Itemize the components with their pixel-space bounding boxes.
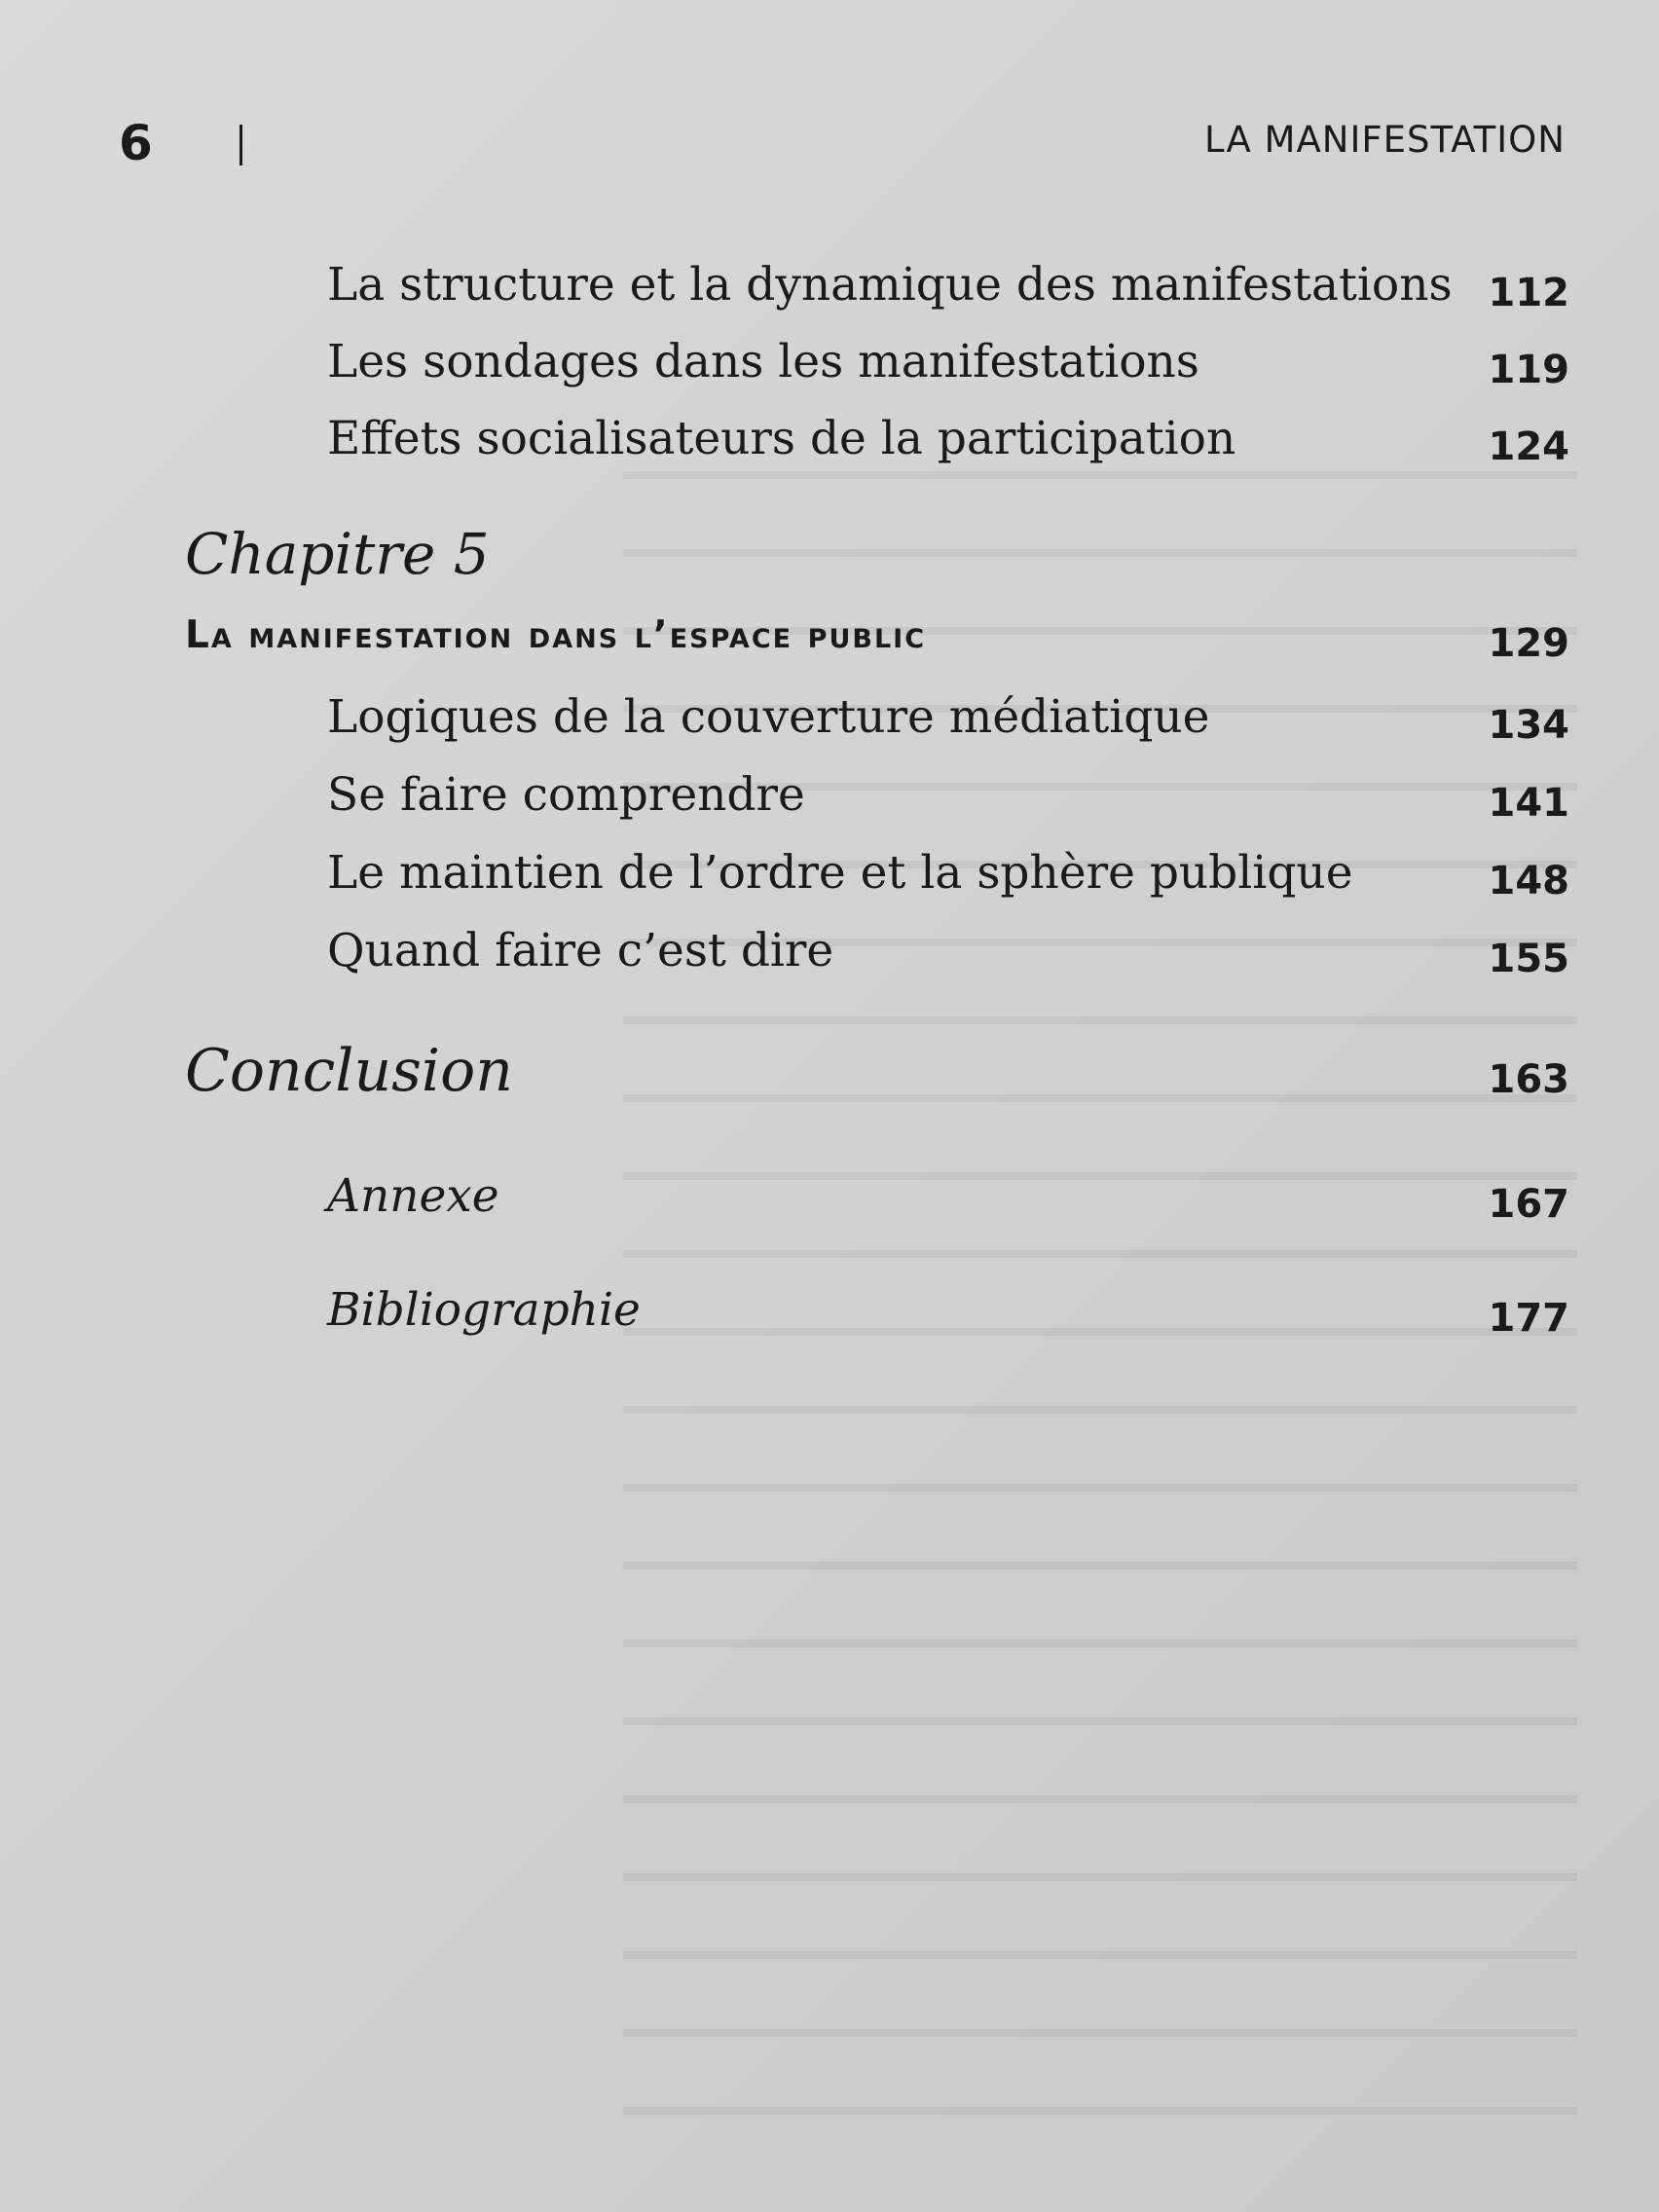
toc-entry-title: La structure et la dynamique des manifestations <box>327 258 1453 312</box>
toc-entry <box>0 744 1659 826</box>
toc-entry <box>0 234 1659 315</box>
toc-entry-title: Le maintien de l’ordre et la sphère publique <box>327 846 1353 900</box>
conclusion-title: Conclusion <box>185 1037 513 1105</box>
toc-entry <box>0 387 1659 469</box>
toc-entry <box>0 900 1659 981</box>
toc-entry-title: Logiques de la couverture médiatique <box>327 690 1210 744</box>
toc-entry-title: Quand faire c’est dire <box>327 924 834 977</box>
toc-entry-page: 134 <box>1488 703 1569 748</box>
header-divider <box>240 125 242 166</box>
toc-entry-title: Se faire comprendre <box>327 768 805 822</box>
toc-entry-title: Effets socialisateurs de la participation <box>327 412 1236 465</box>
running-head: LA MANIFESTATION <box>1204 119 1566 161</box>
chapter-label: Chapitre 5 <box>185 521 490 587</box>
toc-entry-page: 177 <box>1488 1296 1569 1341</box>
chapter-page: 129 <box>1488 621 1569 666</box>
toc-entry-page: 155 <box>1488 937 1569 981</box>
toc-entry <box>0 822 1659 903</box>
toc-entry <box>0 1259 1659 1341</box>
toc-entry <box>0 311 1659 392</box>
toc-entry-page: 167 <box>1488 1182 1569 1227</box>
toc-entry-page: 119 <box>1488 348 1569 392</box>
toc-entry-title: Annexe <box>327 1169 499 1223</box>
toc-entry-page: 148 <box>1488 859 1569 903</box>
chapter-title: La manifestation dans l’espace public <box>185 613 927 657</box>
toc-entry <box>0 1145 1659 1227</box>
toc-entry-page: 124 <box>1488 424 1569 469</box>
conclusion-page: 163 <box>1488 1057 1569 1102</box>
page-number: 6 <box>119 115 153 171</box>
toc-entry-page: 112 <box>1488 271 1569 315</box>
toc-entry-title: Les sondages dans les manifestations <box>327 335 1199 388</box>
toc-entry-title: Bibliographie <box>327 1283 641 1337</box>
toc-entry <box>0 666 1659 748</box>
toc-entry-page: 141 <box>1488 781 1569 826</box>
